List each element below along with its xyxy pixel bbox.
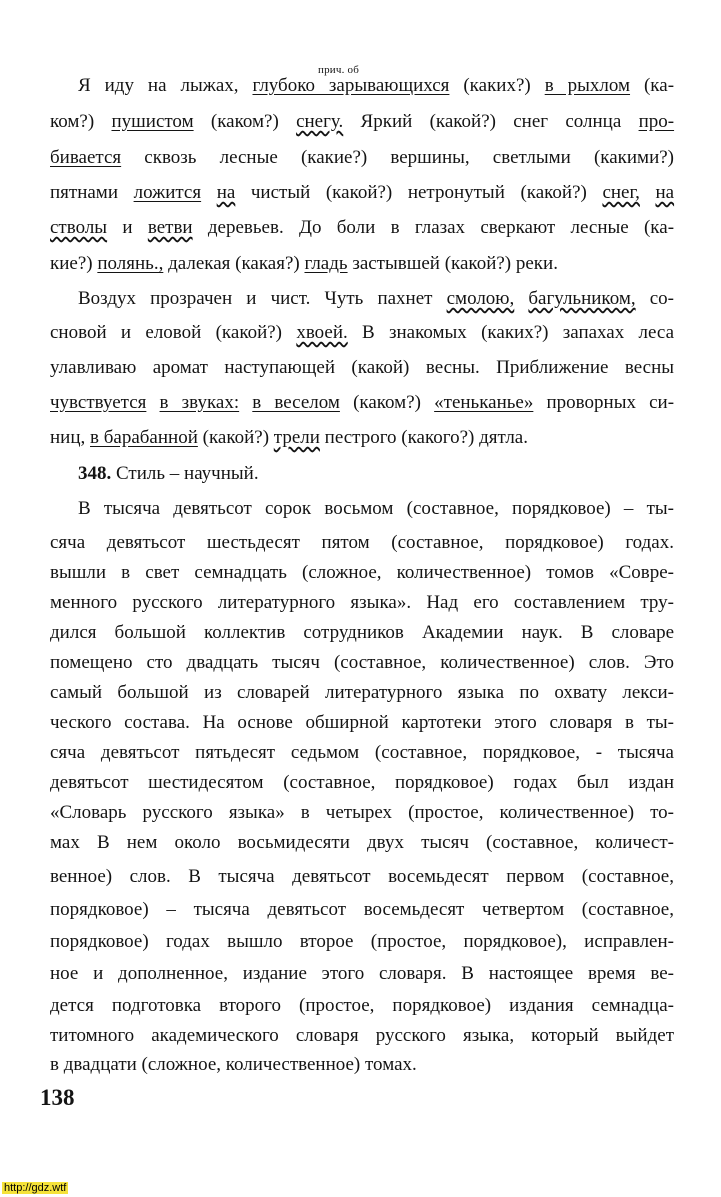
text-line: порядковое) годах вышло второе (простое, порядковое), исправлен-: [50, 931, 674, 952]
text-line: чувствуется в звуках: в веселом (каком?) «теньканье» проворных си-: [50, 392, 675, 413]
text-line: венное) слов. В тысяча девятьсот восемьдесят первом (составное,: [50, 866, 674, 887]
task-title: Стиль – научный.: [116, 463, 259, 484]
text-line: пятнами ложится на чистый (какой?) нетронутый (какой?) снег, на: [50, 182, 675, 203]
text-line: девятьсот шестидесятом (составное, порядковое) годах был издан: [50, 772, 674, 793]
text-line: вышли в свет семнадцать (сложное, количественное) томов «Совре-: [50, 562, 674, 583]
text-line: сяча девятьсот шестьдесят пятом (составное, порядковое) годах.: [50, 532, 674, 553]
page-number: 138: [40, 1085, 75, 1110]
text-line: самый большой из словарей литературного языка по охвату лекси-: [50, 682, 674, 703]
text-line: порядковое) – тысяча девятьсот восемьдесят четвертом (составное,: [50, 899, 674, 920]
text-line: дился большой коллектив сотрудников Академии наук. В словаре: [50, 622, 674, 643]
margin-note: прич. об: [318, 64, 360, 76]
text-line: стволы и ветви деревьев. До боли в глазах сверкают лесные (ка-: [50, 217, 675, 238]
task-heading: [78, 463, 674, 485]
text-line: титомного академического словаря русского языка, который выйдет: [50, 1025, 674, 1046]
text-line: сяча девятьсот пятьдесят седьмом (составное, порядковое, - тысяча: [50, 742, 674, 763]
text-line: менного русского литературного языка». Над его составлением тру-: [50, 592, 674, 613]
text-line: Воздух прозрачен и чист. Чуть пахнет смолою, багульником, со-: [78, 288, 675, 309]
text-line: ниц, в барабанной (какой?) трели пестрого (какого?) дятла.: [50, 427, 528, 448]
text-line: бивается сквозь лесные (какие?) вершины, светлыми (какими?): [50, 147, 674, 168]
text-line: В тысяча девятьсот сорок восьмом (составное, порядковое) – ты-: [78, 498, 674, 519]
text-line: дется подготовка второго (простое, порядковое) издания семнадца-: [50, 995, 674, 1016]
text-line: ное и дополненное, издание этого словаря. В настоящее время ве-: [50, 963, 674, 984]
text-line: улавливаю аромат наступающей (какой) весны. Приближение весны: [50, 357, 675, 378]
text-line: «Словарь русского языка» в четырех (простое, количественное) то-: [50, 802, 674, 823]
text-line: Я иду на лыжах, глубоко зарывающихся (каких?) в рыхлом (ка-: [78, 75, 675, 96]
task-number: 348.: [78, 463, 112, 484]
text-line: кие?) полянь., далекая (какая?) гладь застывшей (какой?) реки.: [50, 253, 558, 274]
text-line: сновой и еловой (какой?) хвоей. В знакомых (каких?) запахах леса: [50, 322, 675, 343]
text-line: ком?) пушистом (каком?) снегу. Яркий (какой?) снег солнца про-: [50, 111, 675, 132]
text-line: помещено сто двадцать тысяч (составное, количественное) слов. Это: [50, 652, 674, 673]
watermark-link[interactable]: http://gdz.wtf: [4, 1182, 67, 1194]
text-line: мах В нем около восьмидесяти двух тысяч (составное, количест-: [50, 832, 674, 853]
text-line: в двадцати (сложное, количественное) томах.: [50, 1054, 417, 1075]
text-line: ческого состава. На основе обширной картотеки этого словаря в ты-: [50, 712, 674, 733]
